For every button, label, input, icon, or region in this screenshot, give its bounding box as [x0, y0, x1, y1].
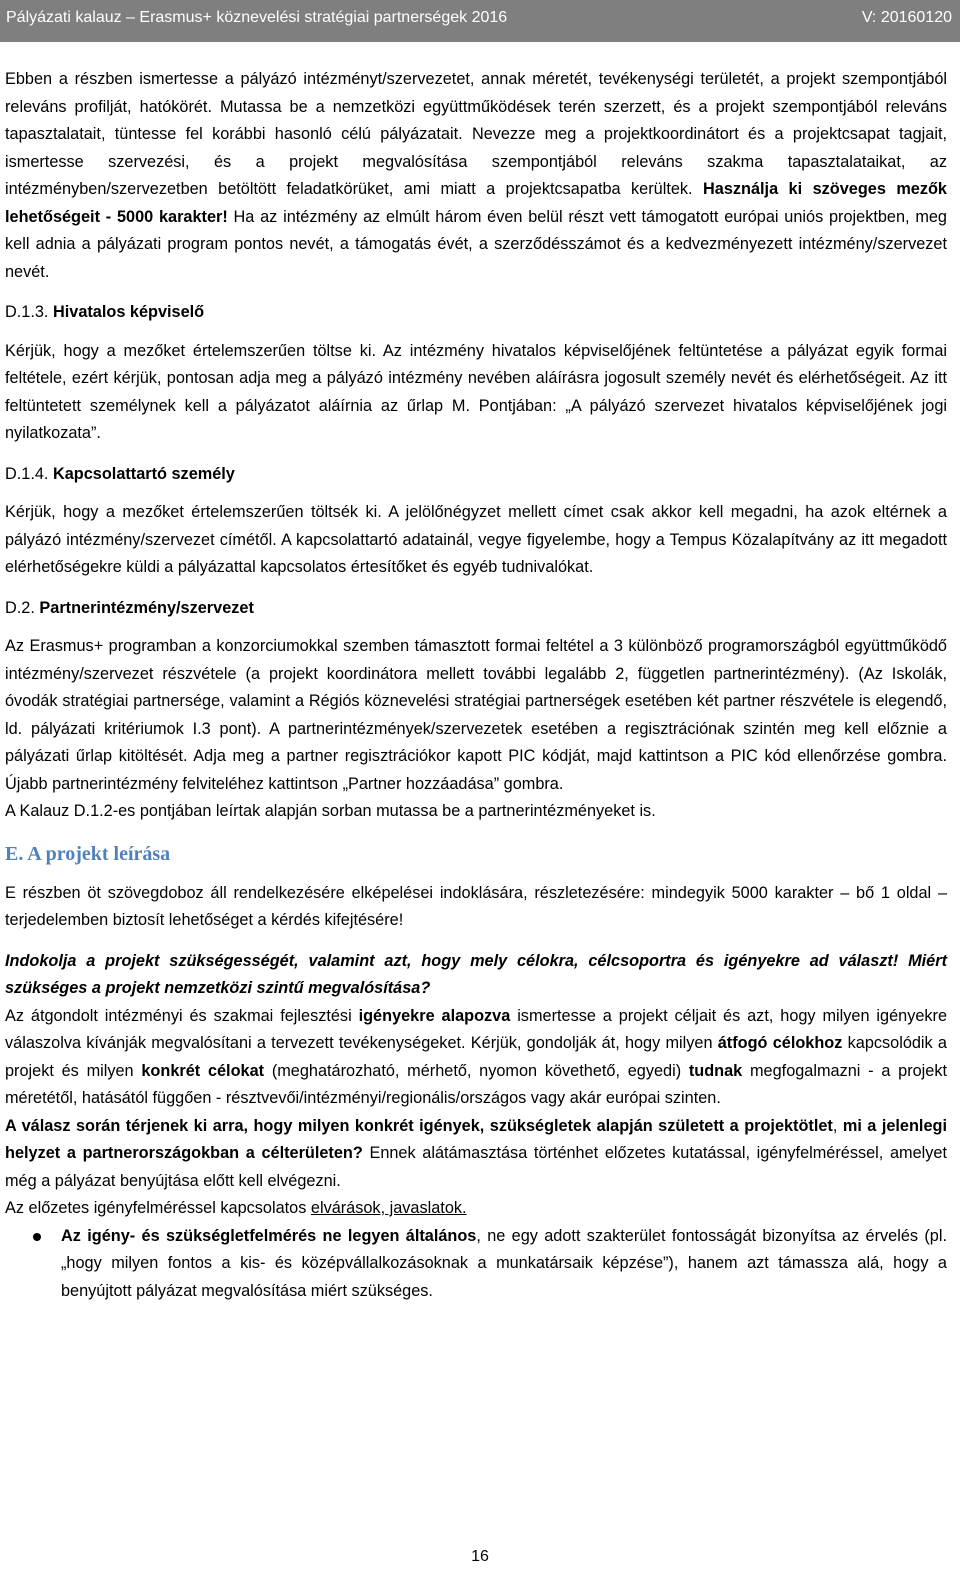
header-version: V: 20160120 [861, 9, 952, 26]
page-number: 16 [471, 1548, 489, 1565]
header-title: Pályázati kalauz – Erasmus+ köznevelési stratégiai partnerségek 2016 [6, 9, 508, 26]
section-e-para-3: Az előzetes igényfelméréssel kapcsolatos elvárások, javaslatok. [5, 1199, 467, 1217]
page-header [0, 0, 960, 42]
section-e-question: Indokolja a projekt szükségességét, valamint azt, hogy mely célokra, célcsoportra és igényekre ad választ! Miért szükséges a projekt nemzetközi szintű megvalósítása? [5, 951, 947, 997]
d14-paragraph: Kérjük, hogy a mezőket értelemszerűen töltsék ki. A jelölőnégyzet mellett címet csak akkor kell megadni, ha azok eltérnek a pályázó intézmény/szervezet címétől. A kapcsolattartó adatainál, vegye figyelembe, hogy a Tempus Közalapítvány az itt megadott elérhetőségekre küldi a pályázattal kapcsolatos értesítőket és egyéb tudnivalókat. [5, 503, 947, 576]
section-e-para-1: Az átgondolt intézményi és szakmai fejlesztési igényekre alapozva ismertesse a projekt céljait és azt, hogy milyen igényekre válaszolva kívánják megvalósítani a tervezett tevékenységeket. Kérjük, gondolják át, hogy milyen átfogó célokhoz kapcsolódik a projekt és milyen konkrét célokat (meghatározható, mérhető, nyomon követhető, egyedi) tudnak megfogalmazni - a projekt méretétől, hatásától függően - résztvevői/intézményi/regionális/országos vagy akár európai szinten. [5, 1006, 948, 1107]
list-item: Az igény- és szükségletfelmérés ne legyen általános, ne egy adott szakterület fontosságát bizonyítsa az érvelés (pl. „hogy milyen fontos a kis- és középvállalkozásoknak a munkatársaik képzése”), hanem azt támassza alá, hogy a benyújtott pályázat megvalósítása miért szükséges. [61, 1223, 947, 1306]
heading-d13: D.1.3. Hivatalos képviselő [5, 303, 205, 321]
heading-d2: D.2. Partnerintézmény/szervezet [5, 598, 254, 617]
heading-section-e: E. A projekt leírása [5, 842, 171, 865]
bullet-list [5, 1223, 947, 1306]
section-e-para-2: A válasz során térjenek ki arra, hogy milyen konkrét igények, szükségletek alapján született a projektötlet, mi a jelenlegi helyzet a partnerországokban a célterületen? Ennek alátámasztása történhet előzetes kutatással, igényfelméréssel, amelyet még a pályázat benyújtása előtt kell elvégezni. [5, 1116, 947, 1190]
intro-paragraph: Ebben a részben ismertesse a pályázó intézményt/szervezetet, annak méretét, tevékenységi területét, a projekt szempontjából releváns profilját, hatókörét. Mutassa be a nemzetközi együttműködések terén szerzett, és a projekt szempontjából releváns tapasztalatait, tüntesse fel korábbi hasonló célú pályázatait. Nevezze meg a projektkoordinátort és a projektcsapat tagjait, ismertesse szervezési, és a projekt megvalósítása szempontjából releváns szakma tapasztalataikat, az intézményben/szervezetben betöltött feladatkörüket, ami miatt a projektcsapatba kerültek. Használja ki szöveges mezők lehetőségeit - 5000 karakter! Ha az intézmény az elmúlt három éven belül részt vett támogatott európai uniós projektben, meg kell adnia a pályázati program pontos nevét, a támogatás évét, a szerződésszámot és a kedvezményezett intézmény/szervezet nevét. [5, 70, 947, 281]
bullet-icon [33, 1233, 41, 1241]
document-body [5, 66, 947, 1305]
d2-paragraph-2: A Kalauz D.1.2-es pontjában leírtak alapján sorban mutassa be a partnerintézményeket is. [5, 802, 656, 820]
d2-paragraph: Az Erasmus+ programban a konzorciumokkal szemben támasztott formai feltétel a 3 különböző programországból együttműködő intézmény/szervezet részvétele (a projekt koordinátora mellett további legalább 2, független partnerintézmény). (Az Iskolák, óvodák stratégiai partnersége, valamint a Régiós köznevelési stratégiai partnerségek esetében két partner részvétele is elegendő, ld. pályázati kritériumok I.3 pont). A partnerintézmények/szervezetek esetében a regisztrációnak szintén meg kell előznie a pályázati űrlap kitöltését. Adja meg a partner regisztrációkor kapott PIC kódját, majd kattintson a PIC kód ellenőrzése gombra. Újabb partnerintézmény felviteléhez kattintson „Partner hozzáadása” gombra. [5, 637, 947, 793]
heading-d14: D.1.4. Kapcsolattartó személy [5, 464, 235, 483]
character-limit-note: Használja ki szöveges mezők lehetőségeit - 5000 karakter! [5, 180, 947, 226]
section-e-intro: E részben öt szövegdoboz áll rendelkezésére elképelései indoklására, részletezésére: mindegyik 5000 karakter – bő 1 oldal – terjedelemben biztosít lehetőséget a kérdés kifejtésére! [5, 883, 947, 929]
d13-paragraph: Kérjük, hogy a mezőket értelemszerűen töltse ki. Az intézmény hivatalos képviselőjének feltüntetése a pályázat egyik formai feltétele, ezért kérjük, pontosan adja meg a pályázó intézmény nevében aláírásra jogosult személy nevét és elérhetőségeit. Az itt feltüntetett személynek kell a pályázatot aláírnia az űrlap M. Pontjában: „A pályázó szervezet hivatalos képviselőjének jogi nyilatkozata”. [5, 341, 947, 442]
